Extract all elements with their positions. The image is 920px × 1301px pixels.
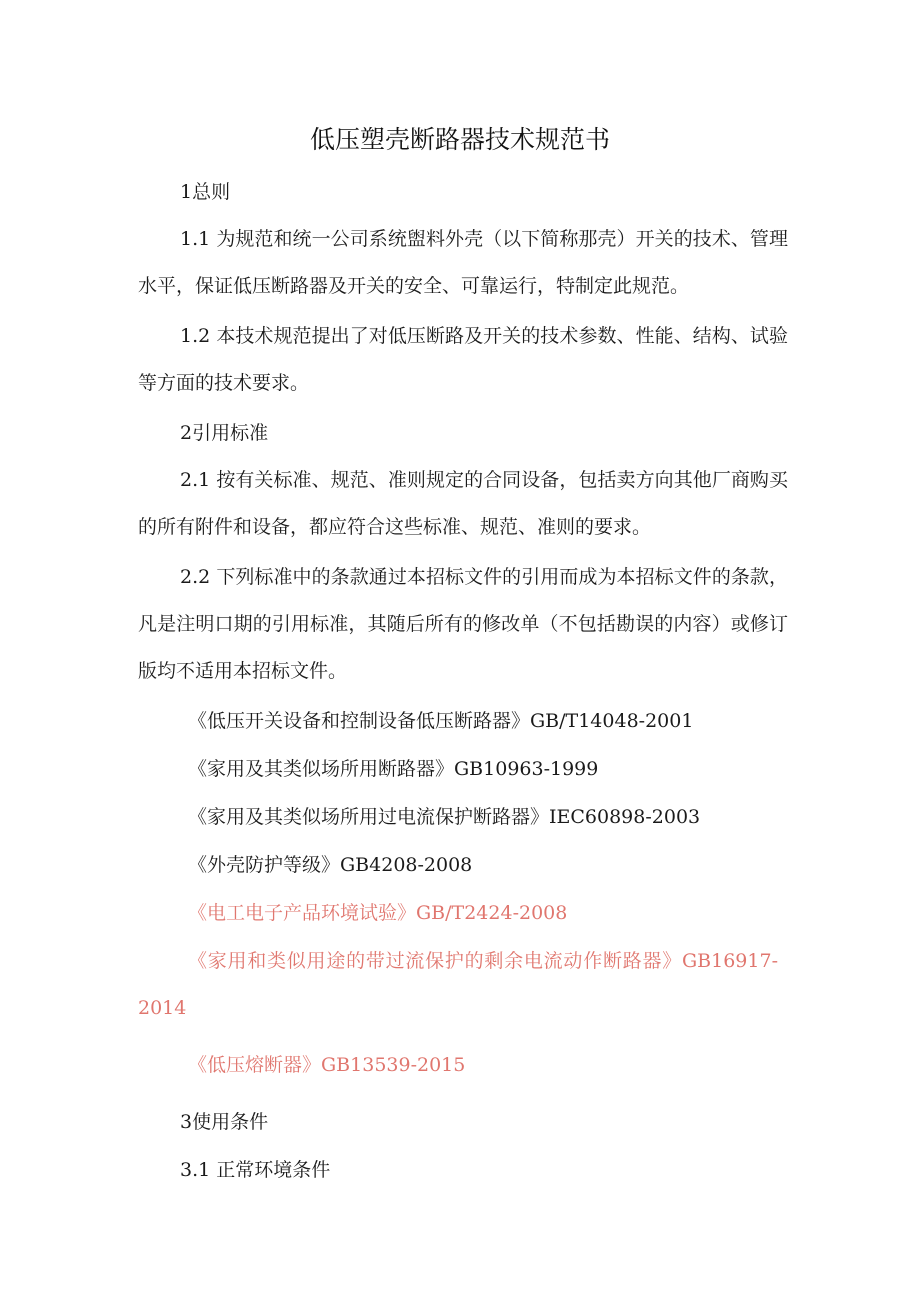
paragraph-1-2: 1.2 本技术规范提出了对低压断路及开关的技术参数、性能、结构、试验等方面的技术要求。: [138, 325, 788, 394]
standard-item: 《低压开关设备和控制设备低压断路器》GB/T14048-2001: [188, 710, 694, 732]
paragraph-3-1: 3.1 正常环境条件: [180, 1159, 331, 1181]
standard-item-highlighted: 《低压熔断器》GB13539-2015: [188, 1054, 466, 1076]
document-title: 低压塑壳断路器技术规范书: [309, 125, 610, 154]
standard-item: 《外壳防护等级》GB4208-2008: [188, 854, 473, 876]
section-1-heading: 1总则: [180, 181, 231, 203]
paragraph-2-1: 2.1 按有关标准、规范、准则规定的合同设备，包括卖方向其他厂商购买的所有附件和设备，都应符合这些标准、规范、准则的要求。: [138, 469, 788, 538]
standard-item-highlighted: 《电工电子产品环境试验》GB/T2424-2008: [188, 902, 568, 924]
section-3-heading: 3使用条件: [180, 1111, 269, 1133]
section-2-heading: 2引用标准: [180, 422, 269, 444]
standard-item: 《家用及其类似场所用过电流保护断路器》IEC60898-2003: [188, 806, 701, 828]
standard-item: 《家用及其类似场所用断路器》GB10963-1999: [188, 758, 599, 780]
paragraph-2-2: 2.2 下列标准中的条款通过本招标文件的引用而成为本招标文件的条款，凡是注明口期的引用标准，其随后所有的修改单（不包括勘误的内容）或修订版均不适用本招标文件。: [138, 566, 788, 682]
standard-item-highlighted: 《家用和类似用途的带过流保护的剩余电流动作断路器》GB16917-2014: [138, 950, 778, 1019]
paragraph-1-1: 1.1 为规范和统一公司系统盥料外壳（以下简称那壳）开关的技术、管理水平，保证低压断路器及开关的安全、可靠运行，特制定此规范。: [138, 228, 788, 297]
